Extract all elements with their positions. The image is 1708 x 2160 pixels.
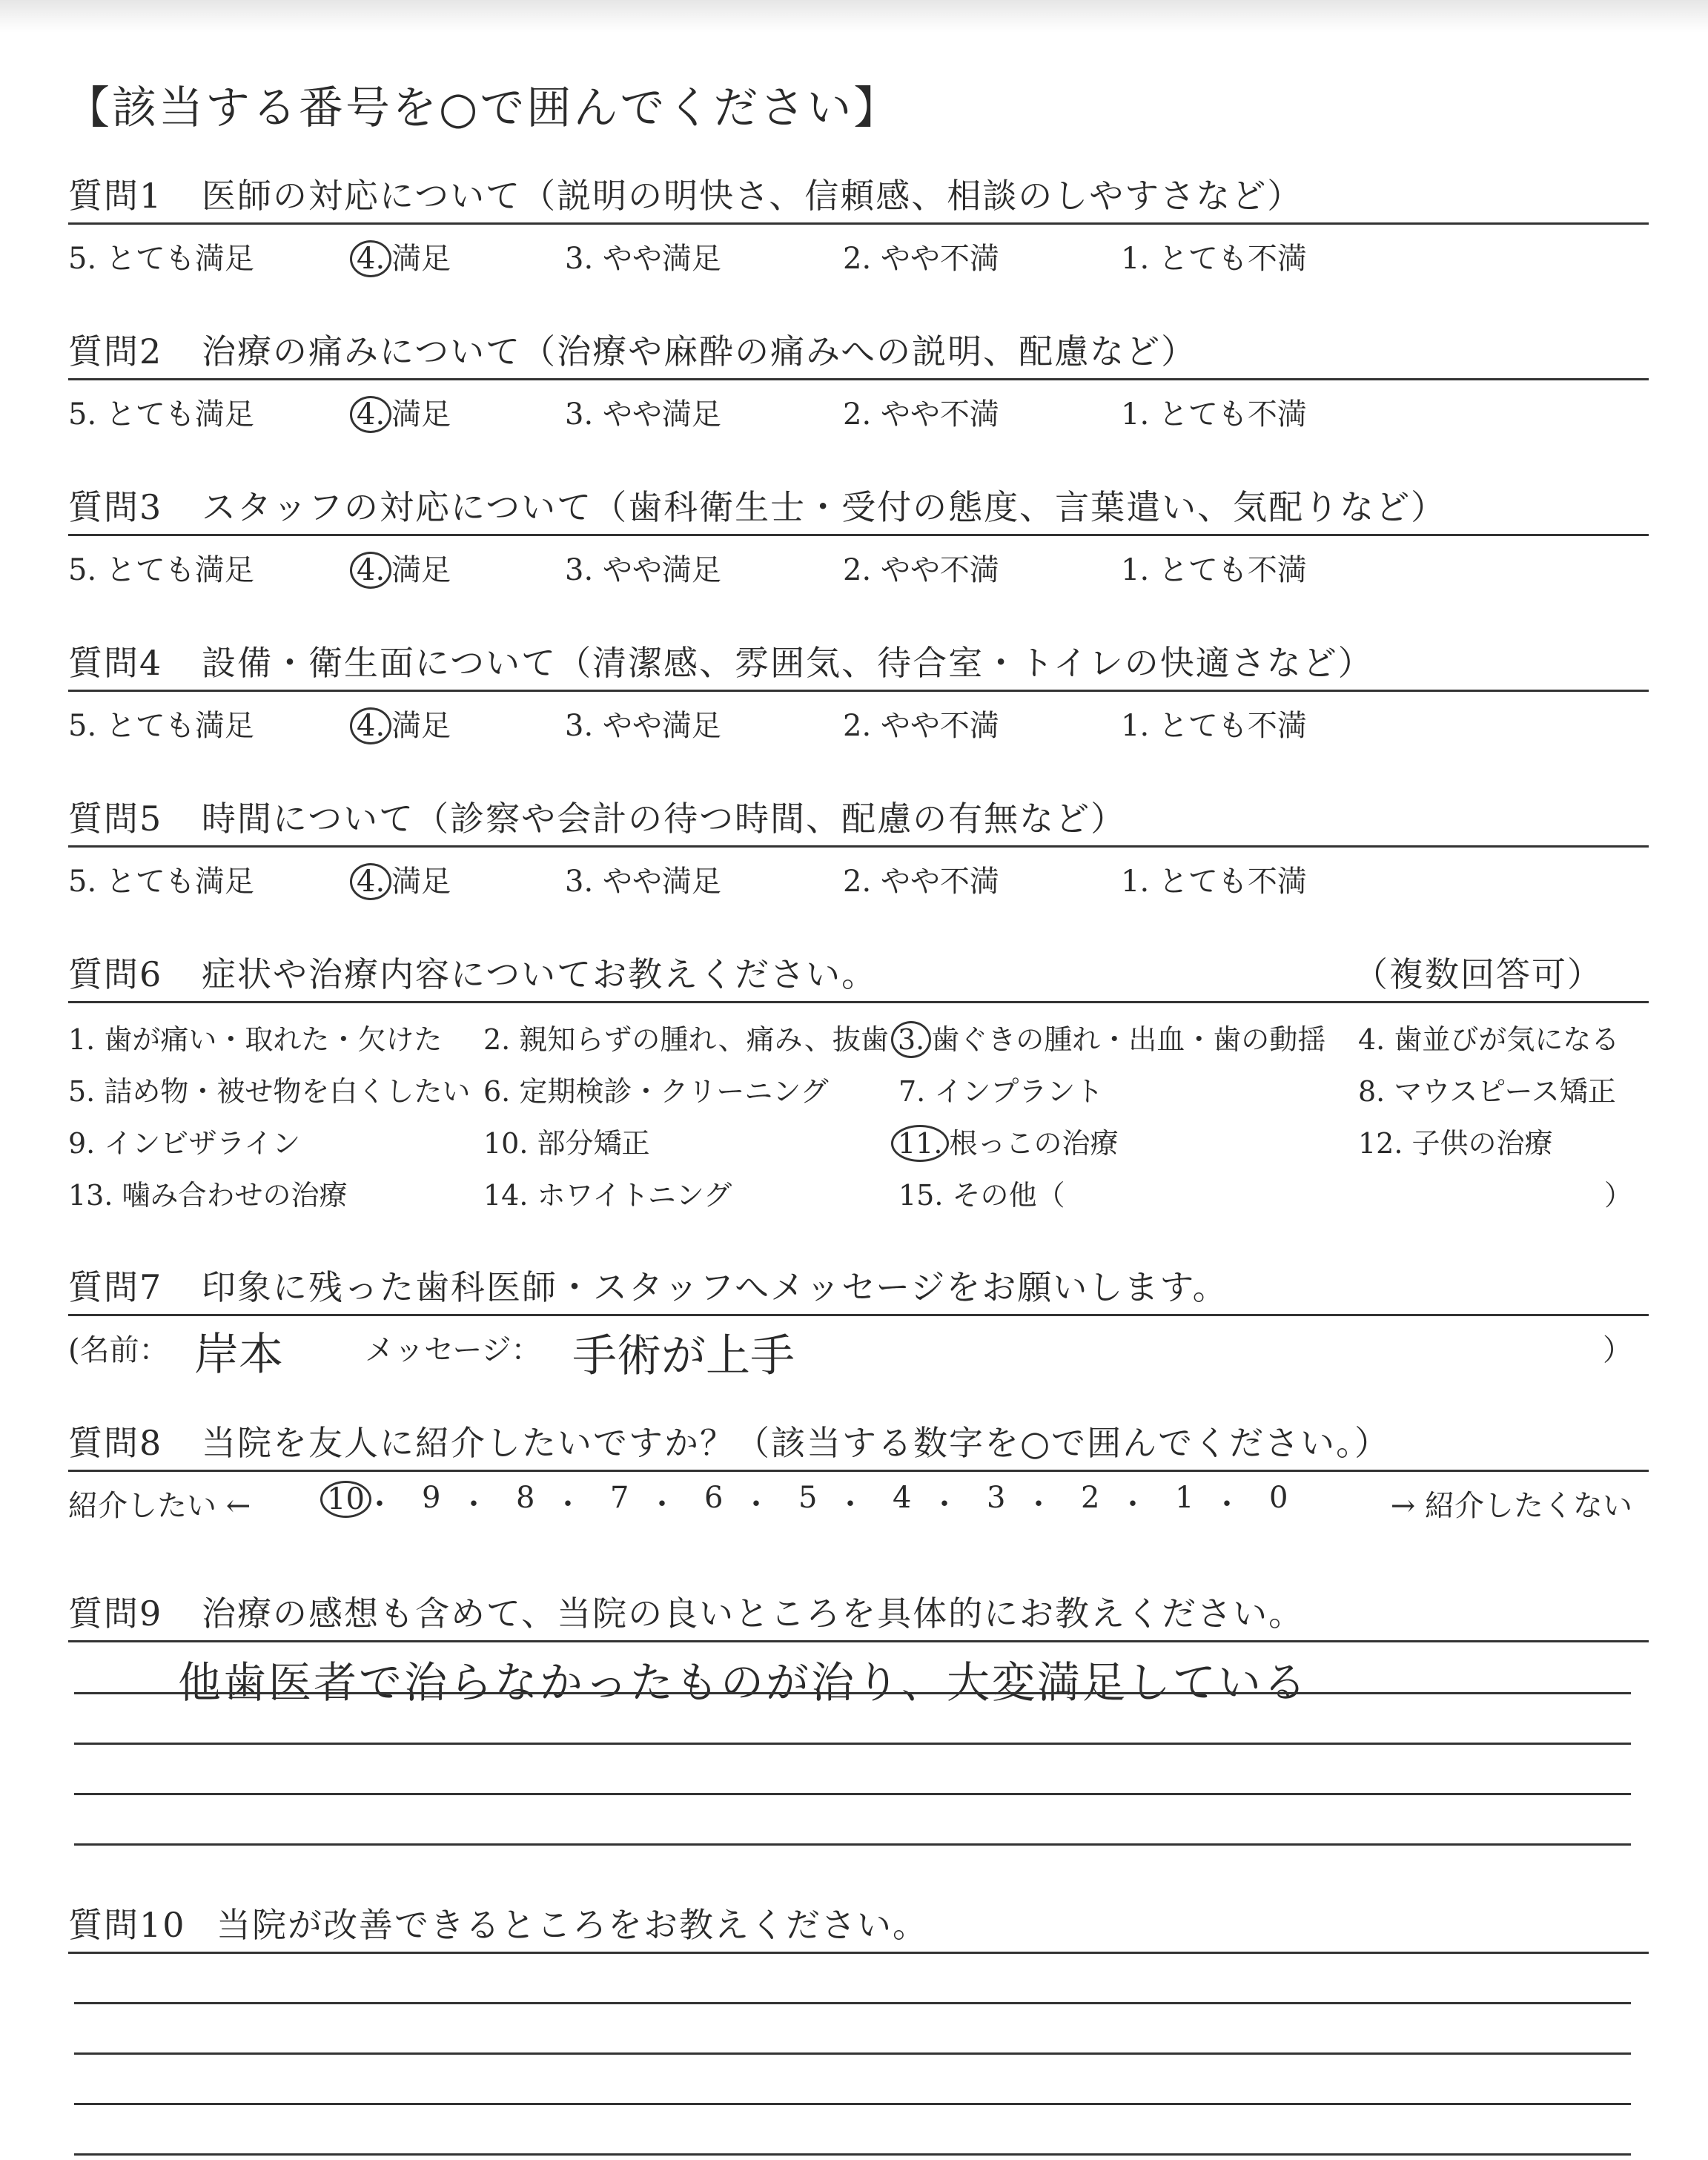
scan-top-edge bbox=[0, 0, 1708, 33]
symptom-option[interactable]: 10. 部分矯正 bbox=[483, 1127, 650, 1160]
question-text: 治療の感想も含めて、当院の良いところを具体的にお教えください。 bbox=[202, 1593, 1305, 1634]
symptom-option[interactable]: 5. 詰め物・被せ物を白くしたい bbox=[68, 1075, 471, 1108]
scale-right-label: → 紹介したくない bbox=[1390, 1489, 1632, 1523]
option-4[interactable] bbox=[357, 546, 451, 589]
option-5[interactable]: 5. とても満足 bbox=[68, 242, 254, 276]
scale-left-label: 紹介したい ← bbox=[68, 1489, 251, 1523]
scale-4[interactable]: 4 bbox=[893, 1481, 912, 1515]
scale-separator: ・ bbox=[647, 1487, 677, 1522]
scale-6[interactable]: 6 bbox=[704, 1481, 724, 1515]
option-5[interactable]: 5. とても満足 bbox=[68, 865, 254, 899]
option-1[interactable]: 1. とても不満 bbox=[1121, 553, 1307, 587]
symptom-option[interactable]: 8. マウスピース矯正 bbox=[1358, 1075, 1616, 1108]
option-4[interactable] bbox=[357, 858, 451, 900]
question-text: 医師の対応について（説明の明快さ、信頼感、相談のしやすさなど） bbox=[202, 176, 1303, 216]
question-5 bbox=[68, 792, 1625, 901]
option-3[interactable]: 3. やや満足 bbox=[565, 242, 721, 276]
option-1[interactable]: 1. とても不満 bbox=[1121, 397, 1307, 432]
option-4-label: 満足 bbox=[391, 865, 451, 899]
option-4-number: 4. bbox=[350, 396, 391, 433]
option-1[interactable]: 1. とても不満 bbox=[1121, 865, 1307, 899]
scale-5[interactable]: 5 bbox=[798, 1481, 818, 1515]
option-2[interactable]: 2. やや不満 bbox=[843, 397, 999, 432]
question-7 bbox=[68, 1261, 1632, 1382]
scale-9[interactable]: 9 bbox=[422, 1481, 441, 1515]
option-4[interactable] bbox=[357, 702, 451, 744]
symptom-option[interactable]: 15. その他（ bbox=[898, 1179, 1065, 1212]
symptom-option[interactable]: 9. インビザライン bbox=[68, 1127, 301, 1160]
good-points-answer[interactable]: 他歯医者で治らなかったものが治り、大変満足している bbox=[178, 1657, 1309, 1708]
circled-number: 11. bbox=[891, 1125, 949, 1162]
symptom-option[interactable]: 2. 親知らずの腫れ、痛み、抜歯 bbox=[483, 1023, 889, 1056]
question-title bbox=[68, 325, 1625, 378]
question-title bbox=[68, 1898, 1625, 1952]
option-5[interactable]: 5. とても満足 bbox=[68, 553, 254, 587]
option-4-label: 満足 bbox=[391, 397, 451, 432]
question-8 bbox=[68, 1416, 1632, 1528]
question-number: 質問9 bbox=[68, 1593, 163, 1634]
writing-line bbox=[74, 2153, 1631, 2156]
multiple-answer-note: （複数回答可） bbox=[1354, 954, 1603, 994]
option-4-number: 4. bbox=[350, 863, 391, 900]
writing-line bbox=[74, 1692, 1631, 1694]
question-title bbox=[68, 948, 1625, 1001]
message-row bbox=[68, 1316, 1632, 1382]
form-heading: 【該当する番号を○で囲んでください】 bbox=[65, 82, 901, 134]
symptom-option[interactable]: 1. 歯が痛い・取れた・欠けた bbox=[68, 1023, 443, 1056]
scale-separator: ・ bbox=[553, 1487, 583, 1522]
option-3[interactable]: 3. やや満足 bbox=[565, 397, 721, 432]
option-2[interactable]: 2. やや不満 bbox=[843, 865, 999, 899]
question-rule bbox=[68, 1952, 1649, 1954]
symptom-options bbox=[68, 1003, 1632, 1226]
question-9 bbox=[68, 1587, 1625, 1642]
symptom-option[interactable]: 7. インプラント bbox=[898, 1075, 1104, 1108]
writing-line bbox=[74, 2103, 1631, 2105]
question-10 bbox=[68, 1898, 1625, 1954]
scale-1[interactable]: 1 bbox=[1175, 1481, 1194, 1515]
option-3[interactable]: 3. やや満足 bbox=[565, 709, 721, 743]
option-text: 歯ぐきの腫れ・出血・歯の動揺 bbox=[931, 1023, 1326, 1056]
option-4[interactable] bbox=[357, 235, 451, 277]
question-text: 印象に残った歯科医師・スタッフへメッセージをお願いします。 bbox=[202, 1267, 1228, 1307]
question-4 bbox=[68, 636, 1625, 745]
option-4-number: 4. bbox=[350, 707, 391, 744]
question-rule bbox=[68, 1640, 1649, 1642]
symptom-option[interactable]: 13. 噛み合わせの治療 bbox=[68, 1179, 348, 1212]
question-number: 質問4 bbox=[68, 643, 163, 683]
question-title bbox=[68, 480, 1625, 534]
question-title bbox=[68, 1416, 1625, 1470]
option-4-number: 4. bbox=[350, 552, 391, 589]
option-1[interactable]: 1. とても不満 bbox=[1121, 242, 1307, 276]
symptom-option[interactable]: ） bbox=[1603, 1179, 1632, 1212]
option-text: 根っこの治療 bbox=[949, 1127, 1119, 1160]
option-5[interactable]: 5. とても満足 bbox=[68, 397, 254, 432]
scale-10[interactable]: 10 bbox=[320, 1481, 371, 1518]
option-2[interactable]: 2. やや不満 bbox=[843, 553, 999, 587]
option-3[interactable]: 3. やや満足 bbox=[565, 865, 721, 899]
message-field[interactable]: 手術が上手 bbox=[572, 1330, 795, 1382]
question-number: 質問3 bbox=[68, 487, 163, 527]
option-2[interactable]: 2. やや不満 bbox=[843, 709, 999, 743]
question-text: 当院を友人に紹介したいですか？（該当する数字を○で囲んでください。） bbox=[202, 1423, 1391, 1463]
writing-line bbox=[74, 2002, 1631, 2004]
question-3 bbox=[68, 480, 1625, 589]
question-6 bbox=[68, 948, 1632, 1226]
scale-2[interactable]: 2 bbox=[1081, 1481, 1100, 1515]
scale-separator: ・ bbox=[1118, 1487, 1148, 1522]
symptom-option[interactable]: 6. 定期検診・クリーニング bbox=[483, 1075, 829, 1108]
scale-8[interactable]: 8 bbox=[516, 1481, 535, 1515]
scale-separator: ・ bbox=[741, 1487, 771, 1522]
satisfaction-options bbox=[68, 225, 1625, 278]
symptom-option[interactable]: 12. 子供の治療 bbox=[1358, 1127, 1553, 1160]
satisfaction-options bbox=[68, 380, 1625, 434]
question-text: 治療の痛みについて（治療や麻酔の痛みへの説明、配慮など） bbox=[202, 331, 1197, 371]
scale-7[interactable]: 7 bbox=[610, 1481, 629, 1515]
question-title bbox=[68, 1587, 1625, 1640]
satisfaction-options bbox=[68, 692, 1625, 745]
option-4-label: 満足 bbox=[391, 242, 451, 276]
option-4-number: 4. bbox=[350, 240, 391, 277]
scale-3[interactable]: 3 bbox=[987, 1481, 1006, 1515]
question-number: 質問1 bbox=[68, 176, 163, 216]
question-text: 当院が改善できるところをお教えください。 bbox=[216, 1905, 928, 1945]
option-4-label: 満足 bbox=[391, 553, 451, 587]
message-close: ） bbox=[1603, 1333, 1632, 1367]
satisfaction-options bbox=[68, 848, 1625, 901]
question-text: スタッフの対応について（歯科衛生士・受付の態度、言葉遣い、気配りなど） bbox=[202, 487, 1447, 527]
scale-0[interactable]: 0 bbox=[1269, 1481, 1288, 1515]
writing-line bbox=[74, 1793, 1631, 1795]
option-1[interactable]: 1. とても不満 bbox=[1121, 709, 1307, 743]
question-text: 症状や治療内容についてお教えください。 bbox=[202, 954, 878, 994]
message-label: メッセージ： bbox=[365, 1333, 541, 1367]
question-number: 質問10 bbox=[68, 1905, 186, 1945]
option-4[interactable] bbox=[357, 391, 451, 433]
writing-line bbox=[74, 2052, 1631, 2055]
option-4-label: 満足 bbox=[391, 709, 451, 743]
name-field[interactable]: 岸本 bbox=[194, 1329, 283, 1381]
scale-separator: ・ bbox=[930, 1487, 959, 1522]
symptom-option[interactable]: 4. 歯並びが気になる bbox=[1358, 1023, 1620, 1056]
scale-separator: ・ bbox=[1212, 1487, 1242, 1522]
question-number: 質問2 bbox=[68, 331, 163, 371]
circled-number: 3. bbox=[891, 1021, 931, 1058]
writing-line bbox=[74, 1843, 1631, 1846]
recommend-scale bbox=[68, 1472, 1632, 1528]
question-1 bbox=[68, 169, 1625, 278]
question-2 bbox=[68, 325, 1625, 434]
question-number: 質問5 bbox=[68, 799, 163, 839]
question-text: 時間について（診察や会計の待つ時間、配慮の有無など） bbox=[202, 799, 1127, 839]
question-title bbox=[68, 169, 1625, 222]
question-number: 質問7 bbox=[68, 1267, 163, 1307]
scale-separator: ・ bbox=[1024, 1487, 1053, 1522]
writing-line bbox=[74, 1743, 1631, 1745]
option-3[interactable]: 3. やや満足 bbox=[565, 553, 721, 587]
scale-separator: ・ bbox=[459, 1487, 489, 1522]
question-title bbox=[68, 792, 1625, 845]
satisfaction-options bbox=[68, 536, 1625, 589]
option-5[interactable]: 5. とても満足 bbox=[68, 709, 254, 743]
symptom-option[interactable] bbox=[898, 1017, 1325, 1058]
question-title bbox=[68, 636, 1625, 690]
symptom-option[interactable] bbox=[898, 1120, 1118, 1162]
symptom-option[interactable]: 14. ホワイトニング bbox=[483, 1179, 732, 1212]
scale-separator: ・ bbox=[365, 1487, 394, 1522]
name-label: (名前： bbox=[68, 1333, 169, 1367]
question-title bbox=[68, 1261, 1625, 1314]
question-number: 質問8 bbox=[68, 1423, 163, 1463]
scale-separator: ・ bbox=[835, 1487, 865, 1522]
question-number: 質問6 bbox=[68, 954, 163, 994]
question-text: 設備・衛生面について（清潔感、雰囲気、待合室・トイレの快適さなど） bbox=[202, 643, 1374, 683]
option-2[interactable]: 2. やや不満 bbox=[843, 242, 999, 276]
